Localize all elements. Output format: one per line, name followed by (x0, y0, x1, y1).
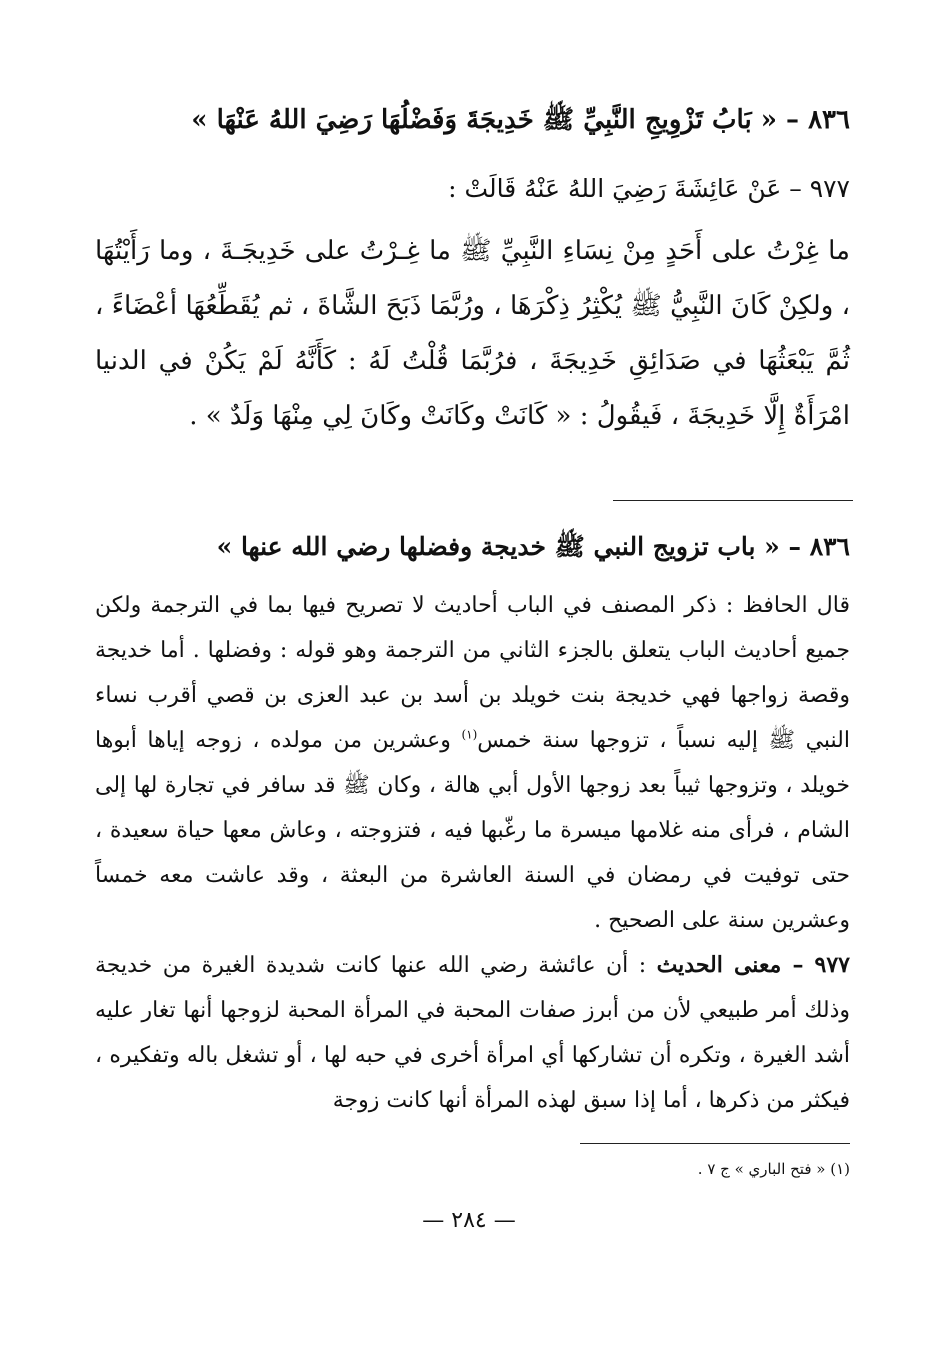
commentary-text: قال الحافظ : ذكر المصنف في الباب أحاديث لا تصريح فيها بما في الترجمة ولكن جميع أحاديث الباب يتعلق بالجزء الثاني من الترجمة وهو قوله : وفضلها . أما خديجة وقصة زواجها فهي خديجة بنت خويلد بن أسد بن عبد العزى بن قصي أقرب نساء النبي ﷺ إليه نسباً ، تزوجها سنة خمس (95, 593, 850, 753)
commentary-paragraph (95, 583, 850, 943)
footnote: (١) « فتح الباري » ج ٧ . (697, 1160, 850, 1178)
commentary-text-continued: وعشرين من مولده ، زوجه إياها أبوها خويلد ، وتزوجها ثيباً بعد زوجها الأول أبي هالة ، وكان ﷺ قد سافر في تجارة لها إلى الشام ، فرأى منه غلامها ميسرة ما رغّبها فيه ، فتزوجته ، وعاش معها حياة سعيدة ، حتى توفيت في رمضان في السنة العاشرة من البعثة ، وقد عاشت معه خمساً وعشرين سنة على الصحيح . (95, 728, 850, 933)
page-number: — ٢٨٤ — (422, 1208, 516, 1233)
section-divider (613, 500, 853, 501)
commentary-body (95, 583, 850, 1123)
hadith-text: ما غِرْتُ على أَحَدٍ مِنْ نِسَاءِ النَّبِيِّ ﷺ ما غِـرْتُ على خَدِيجَـةَ ، وما رَأَيْتُهَا ، ولكِنْ كَانَ النَّبِيُّ ﷺ يُكْثِرُ ذِكْرَهَا ، ورُبَّمَا ذَبَحَ الشَّاةَ ، ثم يُقَطِّعُهَا أعْضَاءً ، ثُمَّ يَبْعَثُهَا في صَدَائِقِ خَدِيجَةَ ، فرُبَّمَا قُلْتُ لَهُ : كَأَنَّهُ لَمْ يَكُنْ في الدنيا امْرَأَةٌ إِلَّا خَدِيجَةَ ، فَيقُولُ : « كَانَتْ وكَانَتْ وكَانَ لِي مِنْهَا وَلَدٌ » . (95, 236, 850, 431)
meaning-paragraph (95, 943, 850, 1123)
chapter-heading: ٨٣٦ – « بَابُ تَزْوِيجِ النَّبِيِّ ﷺ خَدِيجَةَ وَفَضْلُهَا رَضِيَ اللهُ عَنْهَا » (191, 105, 850, 135)
meaning-text: : أن عائشة رضي الله عنها كانت شديدة الغيرة من خديجة وذلك أمر طبيعي لأن من أبرز صفات المحبة في المرأة المحبة لزوجها أنها تغار عليه أشد الغيرة ، وتكره أن تشاركها أي امرأة أخرى في حبه لها ، أو تشغل باله وتفكيره ، فيكثر من ذكرها ، أما إذا سبق لهذه المرأة أنها كانت زوجة (95, 953, 850, 1113)
hadith-intro: ٩٧٧ – عَنْ عَائِشَةَ رَضِيَ اللهُ عَنْهُ قَالَتْ : (448, 174, 850, 203)
commentary-heading: ٨٣٦ – « باب تزويج النبي ﷺ خديجة وفضلها رضي الله عنها » (216, 532, 850, 561)
meaning-label: ٩٧٧ – معنى الحديث (656, 952, 850, 978)
footnote-divider (580, 1143, 850, 1144)
footnote-reference[interactable]: (١) (461, 727, 478, 742)
